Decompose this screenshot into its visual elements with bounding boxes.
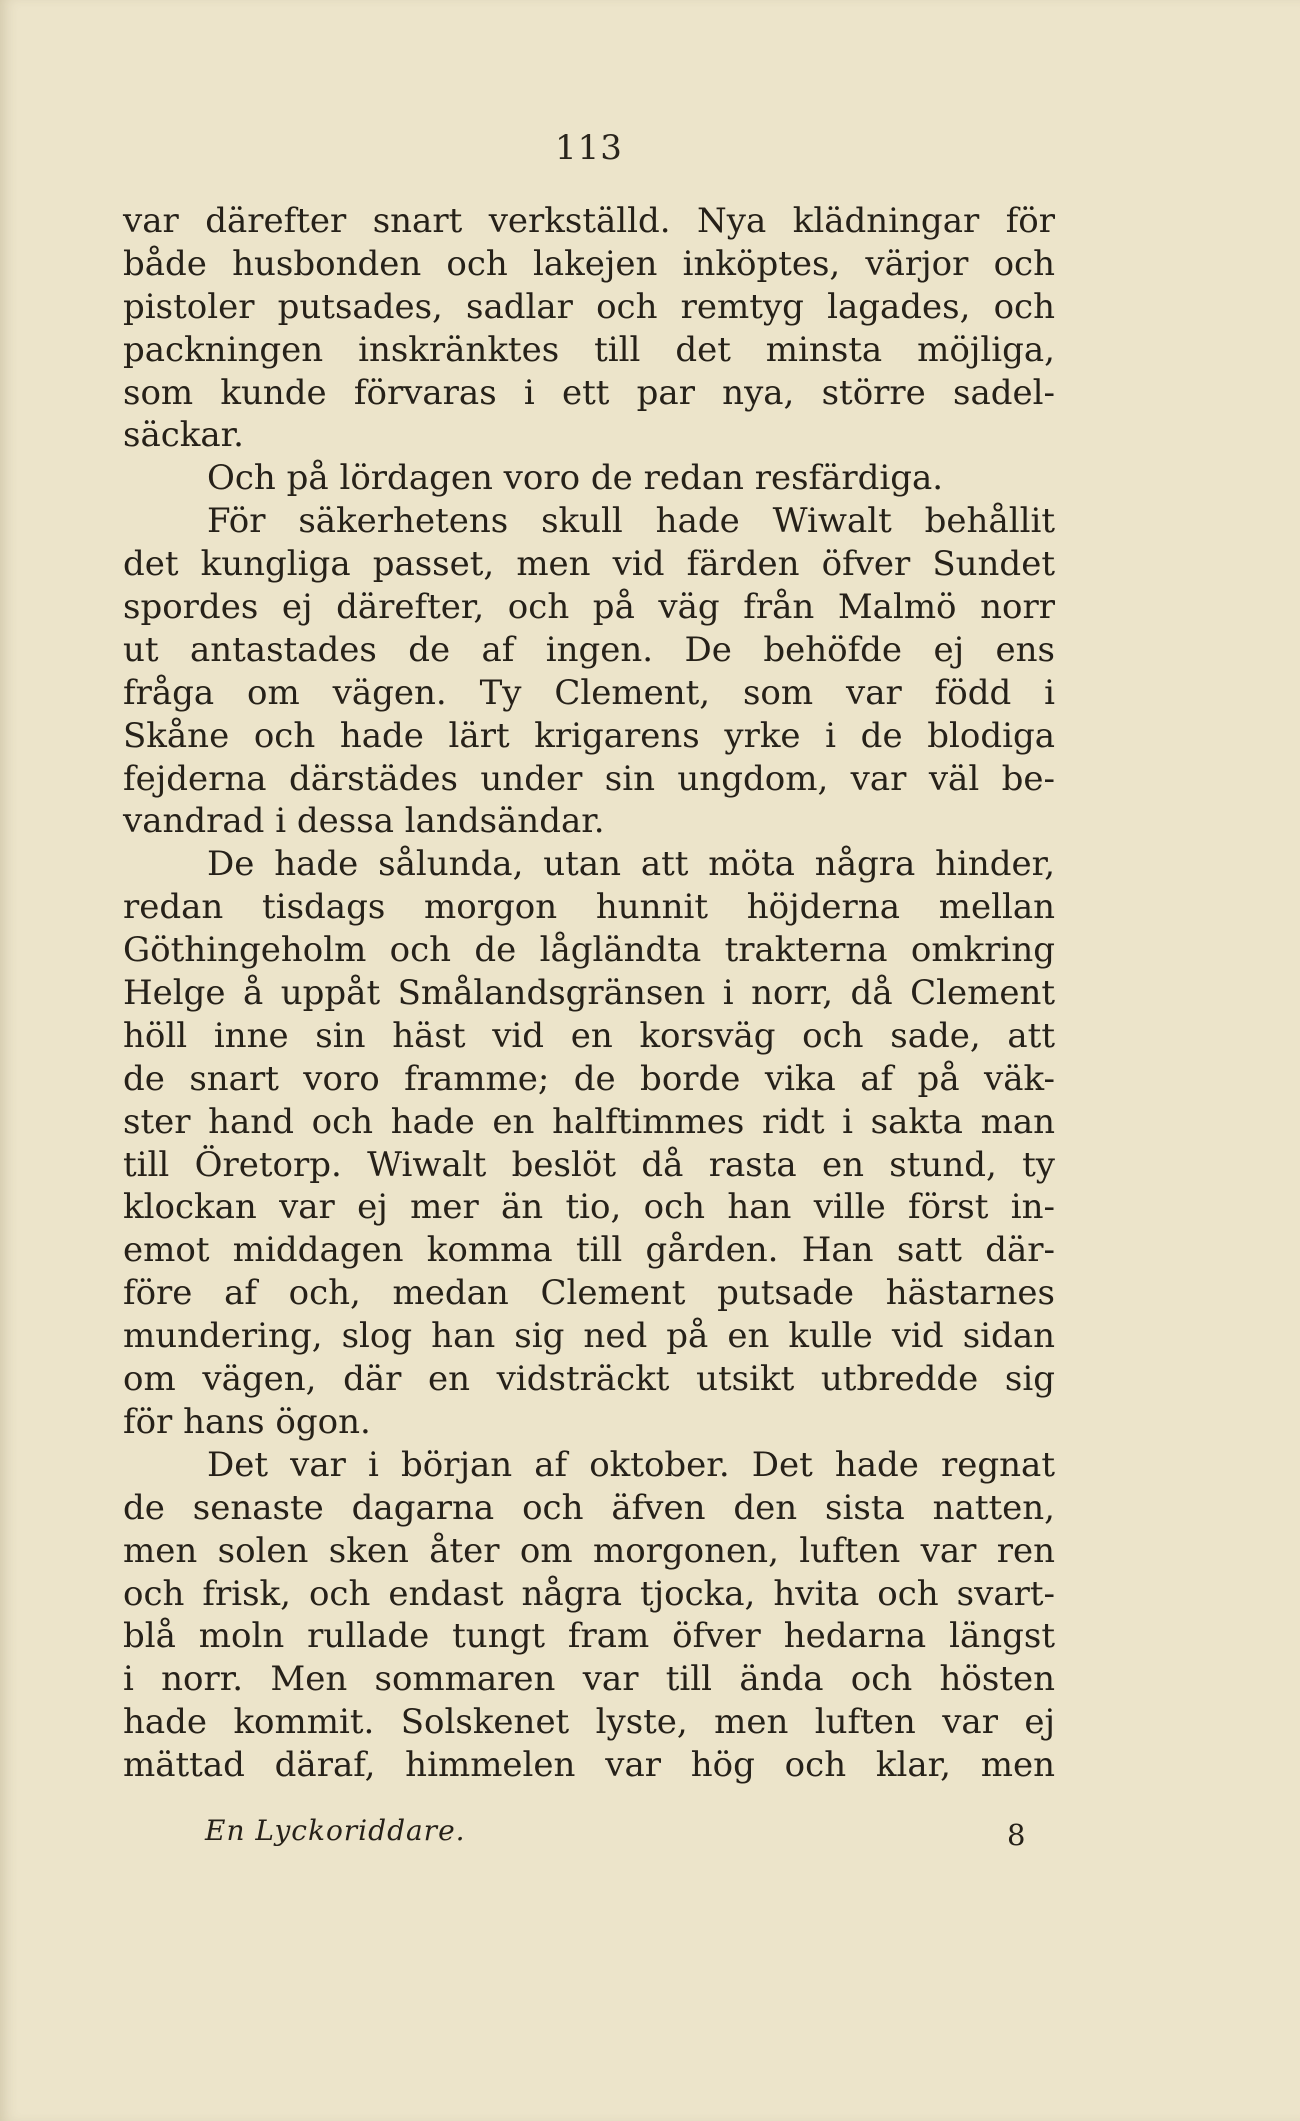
text-line: Helge å uppåt Smålandsgränsen i norr, då Clement: [123, 973, 1055, 1014]
text-line: för hans ögon.: [123, 1401, 371, 1442]
text-line: de senaste dagarna och äfven den sista natten,: [123, 1487, 1055, 1528]
text-line: ut antastades de af ingen. De behöfde ej ens: [123, 629, 1055, 670]
text-line: spordes ej därefter, och på väg från Malmö norr: [123, 587, 1055, 628]
text-line: klockan var ej mer än tio, och han ville först in-: [123, 1187, 1055, 1228]
page-footer: [205, 1814, 1085, 1858]
text-line: både husbonden och lakejen inköptes, värjor och: [123, 243, 1055, 284]
text-line: var därefter snart verkställd. Nya klädningar för: [123, 201, 1055, 241]
text-line: mundering, slog han sig ned på en kulle vid sidan: [123, 1316, 1055, 1357]
text-line: säckar.: [123, 415, 244, 456]
text-line: höll inne sin häst vid en korsväg och sade, att: [123, 1015, 1055, 1056]
text-line: mättad däraf, himmelen var hög och klar, men: [123, 1745, 1055, 1786]
text-line: Göthingeholm och de lågländta trakterna omkring: [123, 930, 1055, 971]
text-line: pistoler putsades, sadlar och remtyg lagades, och: [123, 286, 1055, 327]
text-line: ster hand och hade en halftimmes ridt i sakta man: [123, 1101, 1055, 1142]
text-line: det kungliga passet, men vid färden öfver Sundet: [123, 544, 1055, 585]
text-line: blå moln rullade tungt fram öfver hedarna längst: [123, 1616, 1055, 1657]
text-line: och frisk, och endast några tjocka, hvita och svart-: [123, 1573, 1055, 1614]
text-line: hade kommit. Solskenet lyste, men luften var ej: [123, 1702, 1055, 1743]
text-line: vandrad i dessa landsändar.: [123, 801, 605, 842]
text-line: Skåne och hade lärt krigarens yrke i de blodiga: [123, 715, 1055, 756]
text-line: Det var i början af oktober. Det hade regnat: [207, 1444, 1055, 1485]
signature-line: En Lyckoriddare.: [205, 1814, 466, 1847]
text-line: Och på lördagen voro de redan resfärdiga.: [207, 458, 944, 499]
text-line: före af och, medan Clement putsade hästarnes: [123, 1273, 1055, 1314]
body-text: [123, 200, 1055, 1787]
text-line: fråga om vägen. Ty Clement, som var född i: [123, 672, 1055, 713]
text-line: i norr. Men sommaren var till ända och hösten: [123, 1659, 1055, 1700]
text-line: För säkerhetens skull hade Wiwalt behållit: [207, 501, 1055, 542]
text-line: men solen sken åter om morgonen, luften var ren: [123, 1530, 1055, 1571]
text-line: de snart voro framme; de borde vika af på väk-: [123, 1058, 1055, 1099]
page-number: 113: [555, 128, 623, 168]
text-line: packningen inskränktes till det minsta möjliga,: [123, 329, 1055, 370]
text-line: De hade sålunda, utan att möta några hinder,: [207, 844, 1055, 885]
text-line: emot middagen komma till gården. Han satt där-: [123, 1230, 1055, 1271]
text-line: till Öretorp. Wiwalt beslöt då rasta en stund, ty: [123, 1144, 1055, 1185]
text-line: fejderna därstädes under sin ungdom, var väl be-: [123, 758, 1055, 799]
text-line: som kunde förvaras i ett par nya, större sadel-: [123, 372, 1055, 413]
text-line: om vägen, där en vidsträckt utsikt utbredde sig: [123, 1359, 1055, 1400]
sheet-mark: 8: [1007, 1818, 1026, 1852]
text-line: redan tisdags morgon hunnit höjderna mellan: [123, 887, 1055, 928]
